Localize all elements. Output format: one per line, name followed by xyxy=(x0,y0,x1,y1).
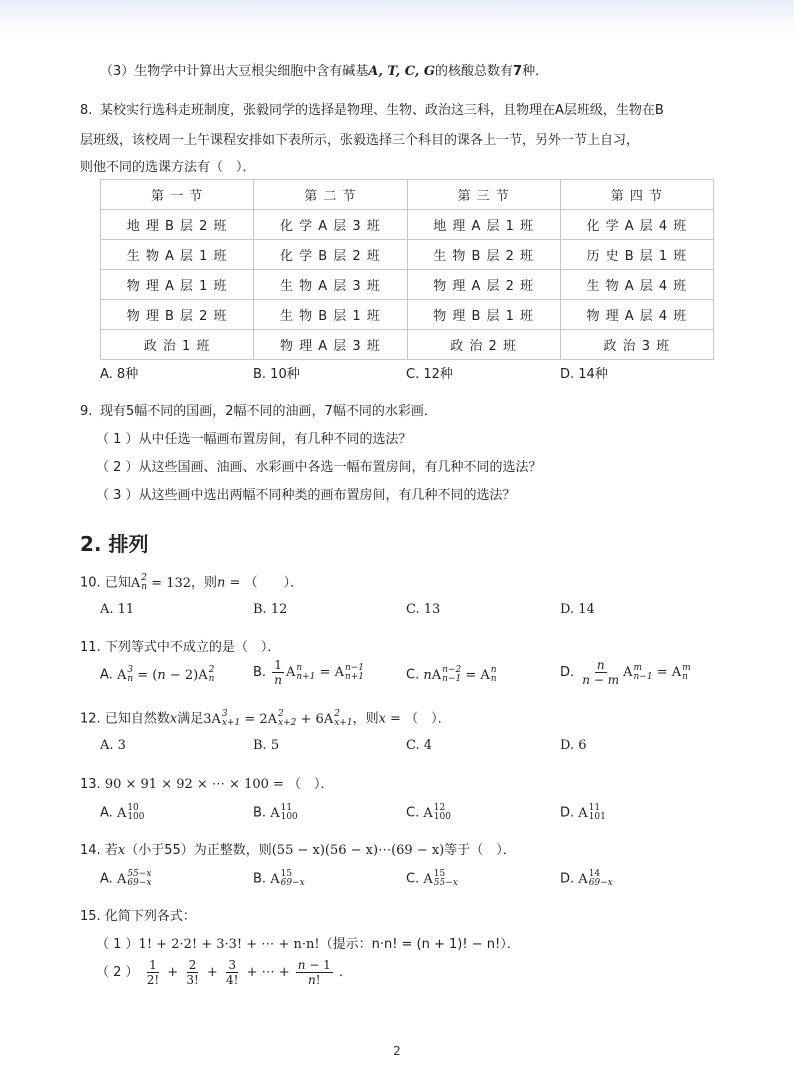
q14-number: 14. xyxy=(80,843,101,858)
q13-number: 13. xyxy=(80,777,101,792)
q14-text-d: 等于（ ）． xyxy=(444,843,516,858)
q9-line1: 现有5幅不同的国画，2幅不同的油画，7幅不同的水彩画． xyxy=(100,404,437,419)
q14-text-a: 若 xyxy=(104,843,118,858)
q8-line1: 某校实行选科走班制度，张毅同学的选择是物理、生物、政治这三科，且物理在A层班级，生物在B xyxy=(100,103,664,118)
option-label: D. xyxy=(560,805,575,821)
q10-text-a: 已知 xyxy=(104,575,131,591)
q11-option-a: A. A 3 n = (n − 2)A 2 n xyxy=(100,665,215,684)
option-label: B. xyxy=(253,805,267,821)
q11-option-b: B. $\frac{1}{n}$ A n n+1 = A n−1 n+1 xyxy=(253,658,365,687)
q15-sub1-expr: 1! + 2·2! + 3·3! + ⋯ + n·n! xyxy=(138,937,320,952)
table-cell: 物 理 B 层 2 班 xyxy=(101,300,254,330)
option-label: B. xyxy=(253,871,267,887)
q11-text: 下列等式中不成立的是（ ）． xyxy=(104,640,281,655)
table-cell: 化 学 B 层 2 班 xyxy=(254,240,407,270)
q13-option-c: C. A 12 100 xyxy=(406,803,451,822)
q10-option-c: C. 13 xyxy=(406,602,441,617)
q10-option-a: A. 11 xyxy=(100,602,135,617)
q10-number: 10. xyxy=(80,575,101,591)
q10-var: n xyxy=(217,575,226,591)
table-cell: 化 学 A 层 3 班 xyxy=(254,210,407,240)
q15-text: 化简下列各式： xyxy=(104,909,196,924)
q11-option-c: C. nA n−2 n−1 = A n n xyxy=(406,665,497,684)
table-cell: 物 理 A 层 2 班 xyxy=(407,270,560,300)
q12-text-b: 满足 xyxy=(177,711,204,727)
q7-sub3-text-b: 的核酸总数有 xyxy=(435,64,514,79)
q8-option-b: B. 10种 xyxy=(253,367,300,382)
q14-option-d: D. A 14 69−x xyxy=(560,869,613,888)
option-label: A. xyxy=(100,871,113,887)
q14-option-c: C. A 15 55−x xyxy=(406,869,458,888)
q11-option-d: D. $\frac{n}{n - m}$ A m n−1 = A m n xyxy=(560,658,691,687)
q15-sub1-hint: （提示：n·n! = (n + 1)! − n!）． xyxy=(319,937,520,952)
q8-line2: 层班级，该校周一上午课程安排如下表所示，张毅选择三个科目的课各上一节，另外一节上自习， xyxy=(80,133,640,148)
table-cell: 历 史 B 层 1 班 xyxy=(560,240,713,270)
q15-sub1-label: （ 1 ） xyxy=(96,937,139,952)
table-header-cell: 第 四 节 xyxy=(560,180,713,210)
q12-option-d: D. 6 xyxy=(560,738,587,753)
q14-expr: (55 − x)(56 − x)⋯(69 − x) xyxy=(271,843,445,858)
q11-number: 11. xyxy=(80,640,101,655)
q7-sub3 xyxy=(100,63,548,81)
q15-sub2-label: （ 2 ） xyxy=(96,965,139,980)
q13-stem xyxy=(80,776,334,794)
q13-option-b: B. A 11 100 xyxy=(253,803,298,822)
q8-option-a: A. 8种 xyxy=(100,367,139,382)
q12-number: 12. xyxy=(80,711,101,727)
table-header-cell: 第 一 节 xyxy=(101,180,254,210)
q14-var: x xyxy=(117,843,126,858)
q8-number: 8. xyxy=(80,103,93,118)
q7-sub3-text: （3）生物学中计算出大豆根尖细胞中含有碱基 xyxy=(100,64,369,79)
q13-expr: 90 × 91 × 92 × ⋯ × 100 = （ ）． xyxy=(104,777,334,792)
option-label: A. xyxy=(100,667,113,683)
table-cell: 生 物 A 层 1 班 xyxy=(101,240,254,270)
q7-sub3-num: 7 xyxy=(513,64,523,79)
table-cell: 生 物 A 层 3 班 xyxy=(254,270,407,300)
q8-option-c: C. 12种 xyxy=(406,367,453,382)
q12-text-a: 已知自然数 xyxy=(104,711,170,727)
table-cell: 政 治 2 班 xyxy=(407,330,560,360)
q12-stem xyxy=(80,710,451,729)
q10-option-d: D. 14 xyxy=(560,602,595,617)
table-row xyxy=(101,210,714,240)
q10-text-c: （ ）． xyxy=(244,575,304,591)
q8-line3: 则他不同的选课方法有（ ）． xyxy=(80,160,256,175)
table-header-row xyxy=(101,180,714,210)
q14-text-b: （小于55）为正整数，则 xyxy=(125,843,272,858)
table-cell: 物 理 A 层 3 班 xyxy=(254,330,407,360)
table-cell: 物 理 A 层 4 班 xyxy=(560,300,713,330)
option-label: C. xyxy=(406,805,420,821)
table-cell: 生 物 B 层 2 班 xyxy=(407,240,560,270)
option-label: C. xyxy=(406,667,420,683)
section-title: 2. 排列 xyxy=(80,532,149,556)
q12-math: 3A 3 x+1 = 2A 2 x+2 + 6A 2 x+1 xyxy=(203,709,353,728)
q12-option-b: B. 5 xyxy=(253,738,280,753)
q12-eq: = xyxy=(385,711,406,727)
q15-stem xyxy=(80,908,196,926)
q11-stem xyxy=(80,639,280,657)
table-cell: 物 理 B 层 1 班 xyxy=(407,300,560,330)
q7-sub3-text-c: 种． xyxy=(522,64,549,79)
page-number: 2 xyxy=(393,1044,401,1058)
q10-eq: = xyxy=(225,575,245,591)
q14-option-a: A. A 55−x 69−x xyxy=(100,869,152,888)
q10-stem xyxy=(80,574,303,593)
table-row xyxy=(101,270,714,300)
table-cell: 地 理 A 层 1 班 xyxy=(407,210,560,240)
q12-text-c: ，则 xyxy=(352,711,379,727)
table-header-cell: 第 二 节 xyxy=(254,180,407,210)
q7-sub3-math: A, T, C, G xyxy=(368,64,435,79)
table-cell: 生 物 B 层 1 班 xyxy=(254,300,407,330)
q15-sub2-expr: $\frac{1}{2!}$ + $\frac{2}{3!}$ + $\frac{3}{4!}$ + ⋯ + $\frac{n - 1}{n!}$ ． xyxy=(146,958,352,987)
schedule-table xyxy=(100,179,714,360)
table-cell: 物 理 A 层 1 班 xyxy=(101,270,254,300)
q10-option-b: B. 12 xyxy=(253,602,288,617)
q9-sub1: （ 1 ）从中任选一幅画布置房间，有几种不同的选法？ xyxy=(96,432,412,447)
table-cell: 政 治 1 班 xyxy=(101,330,254,360)
q13-option-d: D. A 11 101 xyxy=(560,803,606,822)
q8-option-d: D. 14种 xyxy=(560,367,608,382)
table-row xyxy=(101,330,714,360)
q12-text-d: （ ）． xyxy=(405,711,451,727)
q14-stem xyxy=(80,842,516,860)
q12-option-a: A. 3 xyxy=(100,738,126,753)
table-header-cell: 第 三 节 xyxy=(407,180,560,210)
table-row xyxy=(101,300,714,330)
q14-option-b: B. A 15 69−x xyxy=(253,869,305,888)
q12-var-2: x xyxy=(378,711,386,727)
q9-sub2: （ 2 ）从这些国画、油画、水彩画中各选一幅布置房间，有几种不同的选法？ xyxy=(96,460,542,475)
q10-text-b: ，则 xyxy=(191,575,218,591)
table-cell: 地 理 B 层 2 班 xyxy=(101,210,254,240)
option-label: D. xyxy=(560,871,575,887)
q9-sub3: （ 3 ）从这些画中选出两幅不同种类的画布置房间，有几种不同的选法？ xyxy=(96,488,516,503)
q15-number: 15. xyxy=(80,909,101,924)
table-cell: 生 物 A 层 4 班 xyxy=(560,270,713,300)
option-label: C. xyxy=(406,871,420,887)
table-cell: 化 学 A 层 4 班 xyxy=(560,210,713,240)
q15-sub1 xyxy=(96,936,520,954)
table-row xyxy=(101,240,714,270)
option-label: B. xyxy=(253,665,267,680)
option-label: A. xyxy=(100,805,113,821)
q9-number: 9. xyxy=(80,404,93,419)
q10-math: A 2 n = 132 xyxy=(130,573,192,592)
option-label: D. xyxy=(560,665,575,680)
table-cell: 政 治 3 班 xyxy=(560,330,713,360)
q12-option-c: C. 4 xyxy=(406,738,433,753)
q13-option-a: A. A 10 100 xyxy=(100,803,145,822)
q15-sub2 xyxy=(96,958,352,988)
q12-var: x xyxy=(169,711,178,727)
